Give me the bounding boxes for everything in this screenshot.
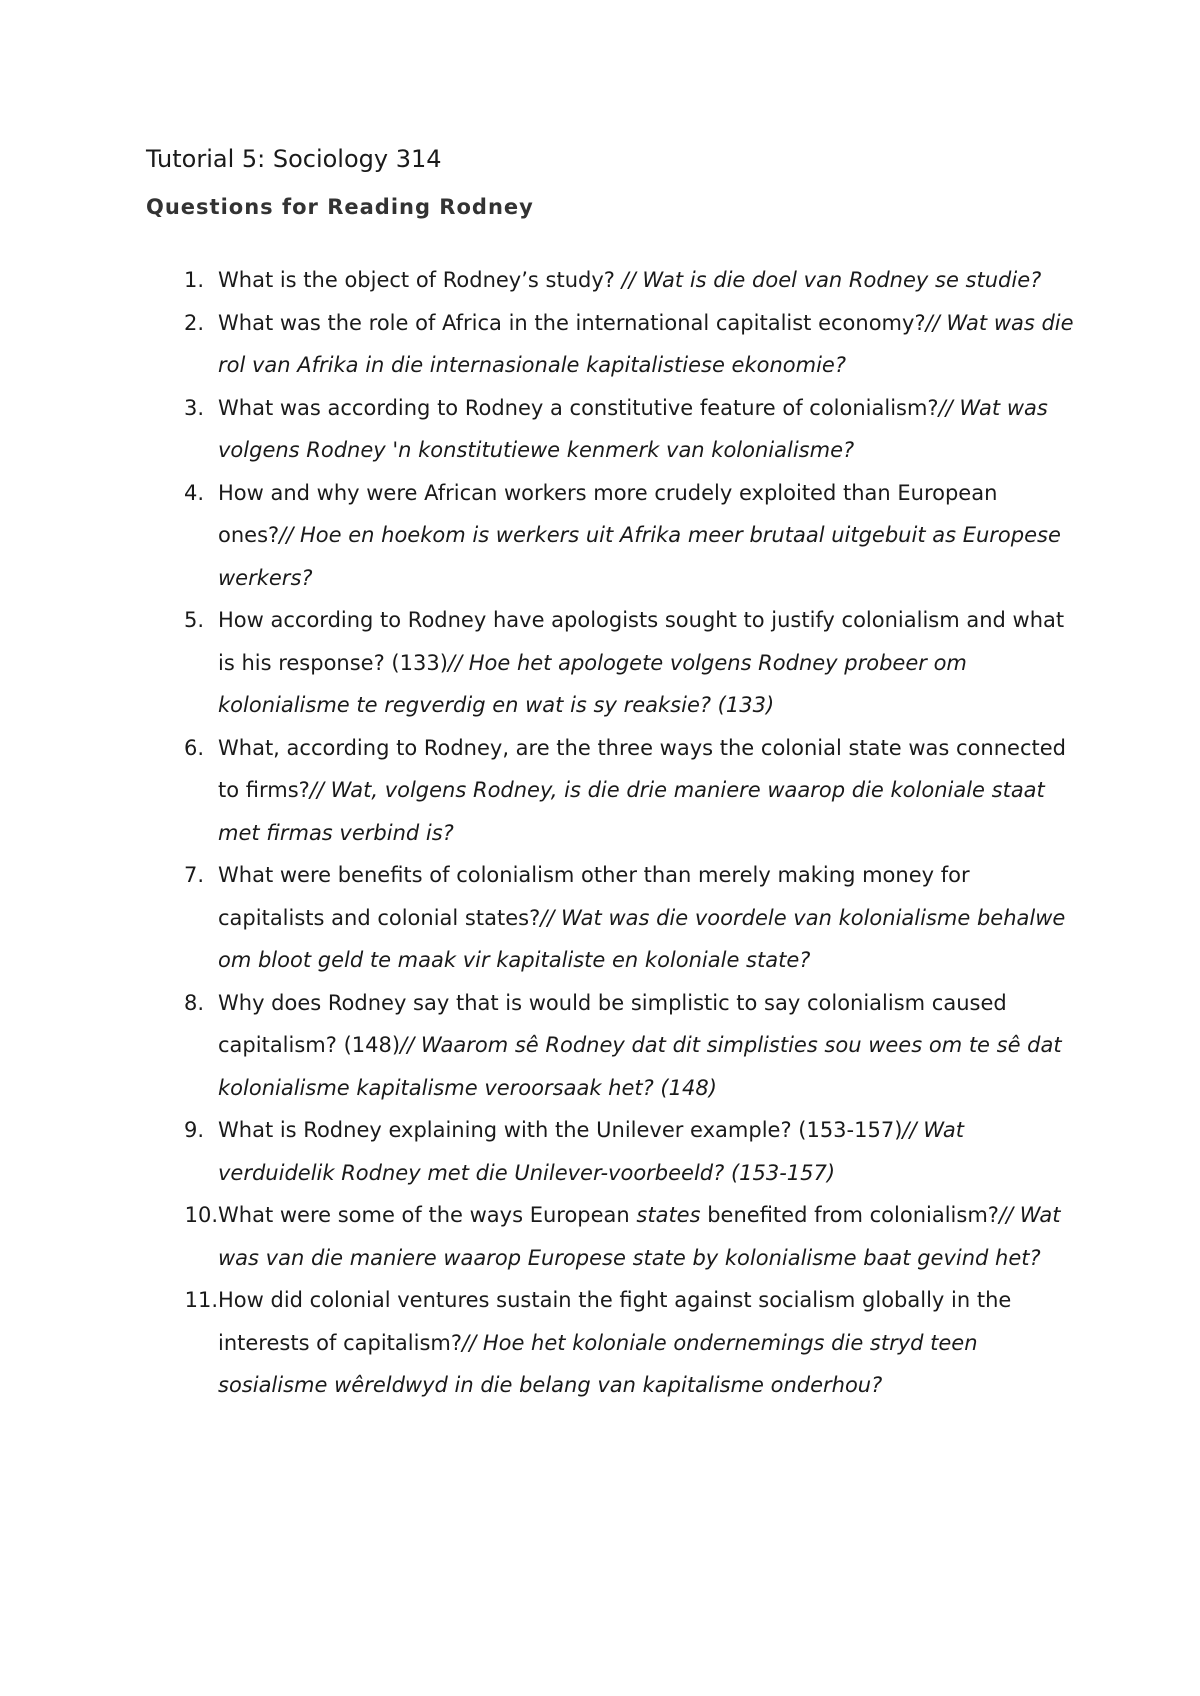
list-item: [146, 727, 1076, 855]
question-afrikaans: // Wat was volgens Rodney 'n konstitutiewe kenmerk van kolonialisme?: [218, 395, 1048, 462]
question-afrikaans: // Hoe en hoekom is werkers uit Afrika meer brutaal uitgebuit as Europese werkers?: [218, 523, 1061, 590]
list-item: [146, 302, 1076, 387]
question-afrikaans: // Wat was die rol van Afrika in die internasionale kapitalistiese ekonomie?: [218, 310, 1074, 377]
list-item: [146, 854, 1076, 982]
list-item-text: [218, 268, 1041, 292]
list-item-number: 4.: [183, 480, 204, 505]
list-item-number: 3.: [183, 395, 204, 420]
list-item-text: [218, 481, 1061, 590]
list-item-number: 2.: [183, 310, 204, 335]
question-afrikaans: // Wat was van die maniere waarop Europese state by kolonialisme baat gevind het?: [218, 1203, 1061, 1270]
question-english: Why does Rodney say that is would be simplistic to say colonialism caused capitalism? (148): [218, 990, 1007, 1057]
question-english: What is Rodney explaining with the Unilever example? (153-157): [218, 1118, 903, 1142]
list-item-text: [218, 736, 1066, 845]
question-english: What was the role of Africa in the international capitalist economy?: [218, 310, 926, 335]
list-item-text: [218, 608, 1064, 717]
question-english: How according to Rodney have apologists sought to justify colonialism and what is his response? (133): [218, 608, 1065, 675]
list-item-text: [218, 991, 1062, 1100]
list-item-text: [218, 1203, 1060, 1270]
list-item-number: 1.: [183, 268, 204, 292]
question-english: What, according to Rodney, are the three ways the colonial state was connected to firms?: [218, 735, 1066, 802]
list-item-text: [218, 863, 1065, 972]
list-item-number: 8.: [183, 990, 204, 1015]
list-item: [146, 387, 1076, 472]
question-english: What was according to Rodney a constitutive feature of colonialism?: [218, 395, 939, 420]
list-item-number: 9.: [183, 1118, 204, 1142]
list-item: [146, 259, 1076, 302]
list-item: [146, 1279, 1076, 1407]
question-afrikaans: // Wat, volgens Rodney, is die drie maniere waarop die koloniale staat met firmas verbind is?: [218, 778, 1045, 845]
question-afrikaans: // Wat verduidelik Rodney met die Unilever-voorbeeld? (153-157): [218, 1118, 964, 1185]
list-item-number: 6.: [183, 735, 204, 760]
question-list: [146, 259, 1076, 1407]
question-afrikaans: // Hoe het apologete volgens Rodney probeer om kolonialisme te regverdig en wat is sy reaksie? (133): [218, 650, 967, 717]
list-item-text: [218, 396, 1048, 463]
question-english-emphasis: states: [636, 1203, 701, 1227]
page-subtitle: Questions for Reading Rodney: [146, 195, 534, 219]
list-item-number: 11.: [184, 1288, 218, 1312]
list-item: [146, 1109, 1076, 1194]
question-english-start: What were some of the ways European: [218, 1203, 637, 1227]
list-item: [146, 1194, 1076, 1279]
list-item-text: [218, 1118, 964, 1185]
question-afrikaans: // Waarom sê Rodney dat dit simplisties sou wees om te sê dat kolonialisme kapitalisme veroorsaak het? (148): [218, 1033, 1062, 1100]
list-item: [146, 472, 1076, 600]
question-english: What were benefits of colonialism other than merely making money for capitalists and colonial states?: [218, 863, 970, 930]
question-english-end: benefited from colonialism?: [700, 1203, 999, 1227]
list-item-number: 7.: [183, 863, 204, 887]
list-item: [146, 982, 1076, 1110]
question-afrikaans: // Wat is die doel van Rodney se studie?: [614, 268, 1042, 292]
page-title: Tutorial 5: Sociology 314: [146, 145, 442, 173]
list-item: [146, 599, 1076, 727]
list-item-text: [218, 1288, 1011, 1397]
question-english: What is the object of Rodney’s study?: [218, 268, 615, 292]
question-english: How and why were African workers more crudely exploited than European ones?: [218, 480, 998, 547]
list-item-number: 10.: [184, 1203, 218, 1227]
list-item-text: [218, 311, 1074, 378]
question-english: How did colonial ventures sustain the fight against socialism globally in the interests of capitalism?: [218, 1288, 1012, 1355]
question-afrikaans: // Wat was die voordele van kolonialisme behalwe om bloot geld te maak vir kapitaliste en koloniale state?: [218, 905, 1066, 972]
list-item-number: 5.: [183, 608, 204, 632]
question-afrikaans: // Hoe het koloniale ondernemings die stryd teen sosialisme wêreldwyd in die belang van kapitalisme onderhou?: [218, 1330, 978, 1397]
